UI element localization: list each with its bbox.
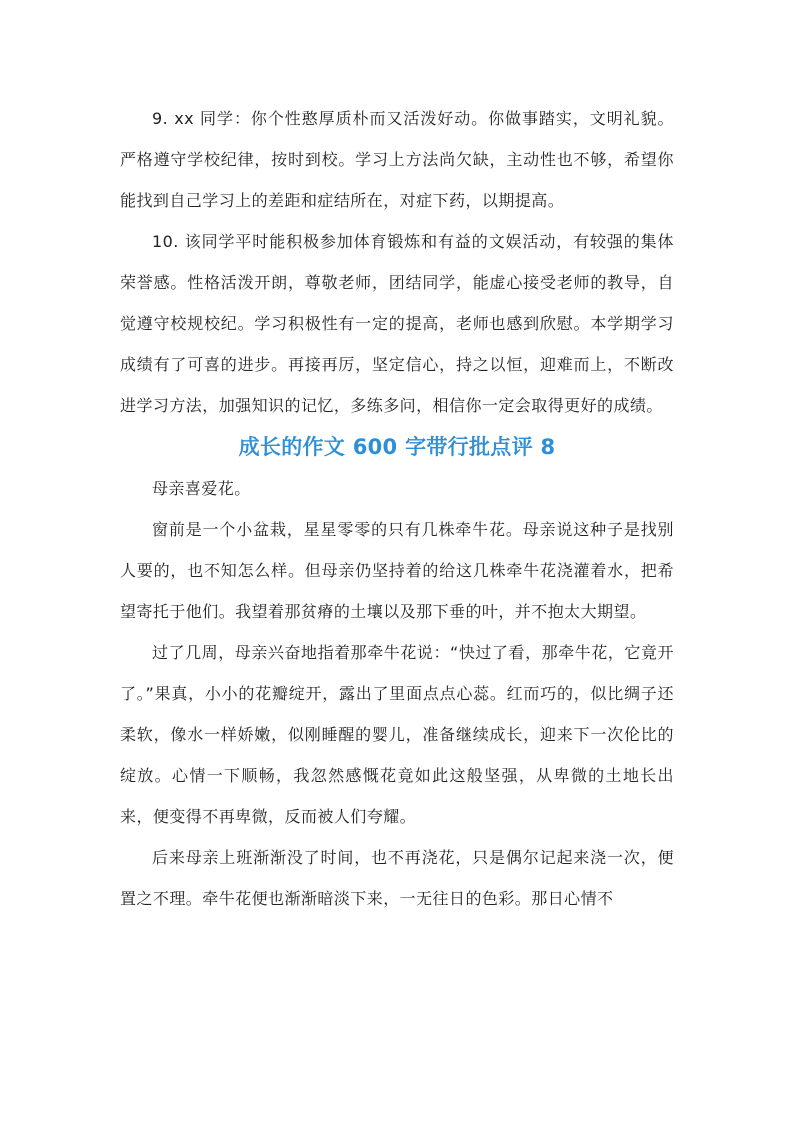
paragraph-essay-1: 母亲喜爱花。 [152,479,251,498]
paragraph-essay-3: 过了几周，母亲兴奋地指着那牵牛花说：“快过了看，那牵牛花，它竟开了。”果真，小小的花瓣绽开，露出了里面点点心蕊。红而巧的，似比绸子还柔软，像水一样娇嫩，似刚睡醒的婴儿，准备继续成长，迎来下一次伦比的绽放。心情一下顺畅，我忽然感慨花竟如此这般坚强，从卑微的土地长出来，便变得不再卑微，反而被人们夸耀。 [120,643,674,826]
paragraph-essay-2: 窗前是一个小盆栽，星星零零的只有几株牵牛花。母亲说这种子是找别人要的，也不知怎么样。但母亲仍坚持着的给这几株牵牛花浇灌着水，把希望寄托于他们。我望着那贫瘠的土壤以及那下垂的叶，并不抱太大期望。 [120,520,674,621]
document-page [120,98,674,919]
paragraph-comment-10: 10. 该同学平时能积极参加体育锻炼和有益的文娱活动，有较强的集体荣誉感。性格活泼开朗，尊敬老师，团结同学，能虚心接受老师的教导，自觉遵守校规校纪。学习积极性有一定的提高，老师也感到欣慰。本学期学习成绩有了可喜的进步。再接再厉，坚定信心，持之以恒，迎难而上，不断改进学习方法，加强知识的记忆，多练多问，相信你一定会取得更好的成绩。 [120,232,674,415]
section-heading: 成长的作文 600 字带行批点评 8 [238,435,556,459]
paragraph-essay-4: 后来母亲上班渐渐没了时间，也不再浇花，只是偶尔记起来浇一次，便置之不理。牵牛花便也渐渐暗淡下来，一无往日的色彩。那日心情不 [120,848,674,908]
paragraph-comment-9: 9. xx 同学：你个性憨厚质朴而又活泼好动。你做事踏实，文明礼貌。严格遵守学校纪律，按时到校。学习上方法尚欠缺，主动性也不够，希望你能找到自己学习上的差距和症结所在，对症下药，以期提高。 [120,109,674,210]
